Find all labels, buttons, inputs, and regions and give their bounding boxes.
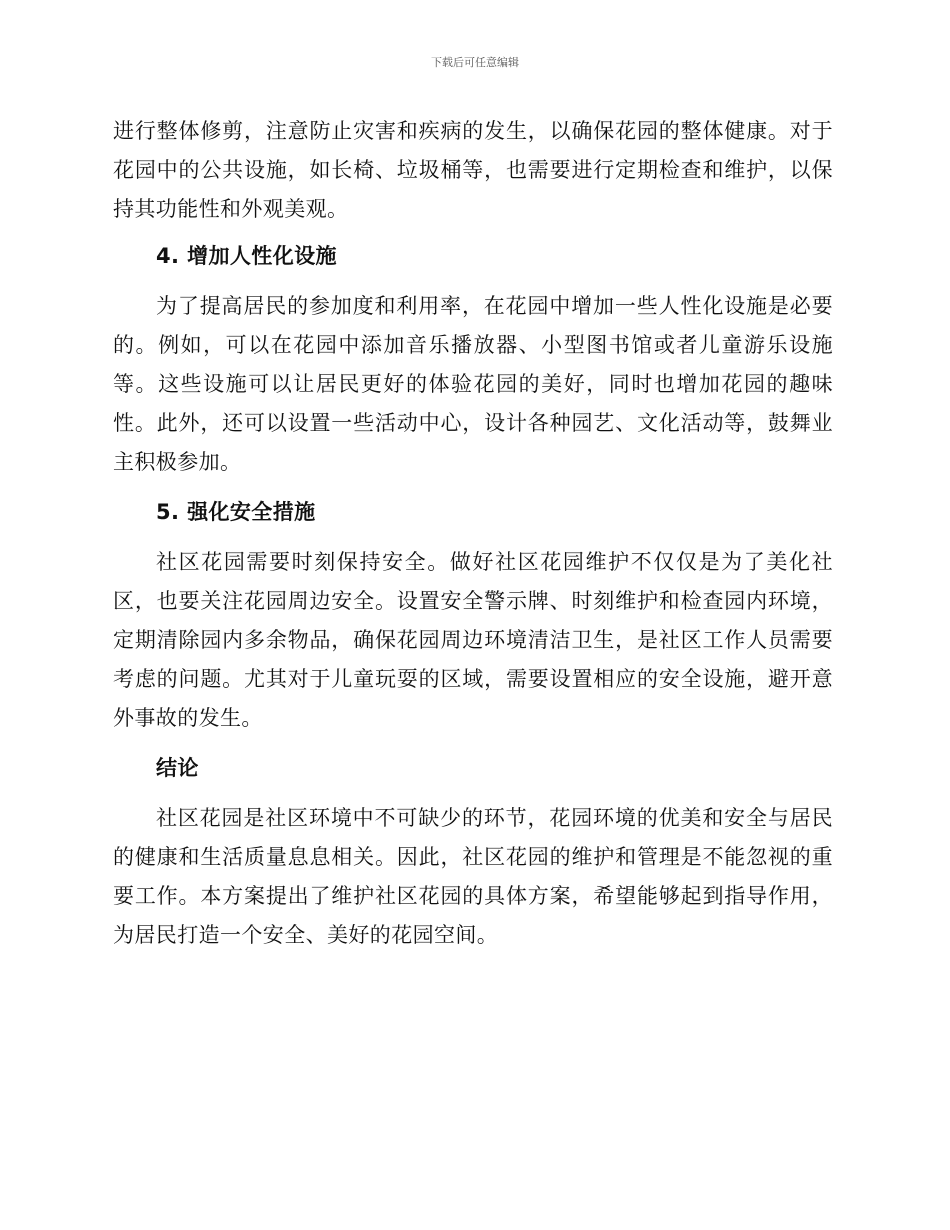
intro-paragraph: 进行整体修剪，注意防止灾害和疾病的发生，以确保花园的整体健康。对于花园中的公共设施，如长椅、垃圾桶等，也需要进行定期检查和维护，以保持其功能性和外观美观。 (113, 119, 833, 221)
section-heading-4: 4. 增加人性化设施 (156, 244, 337, 268)
section-paragraph-4: 为了提高居民的参加度和利用率，在花园中增加一些人性化设施是必要的。例如，可以在花园中添加音乐播放器、小型图书馆或者儿童游乐设施等。这些设施可以让居民更好的体验花园的美好，同时也增加花园的趣味性。此外，还可以设置一些活动中心，设计各种园艺、文化活动等，鼓舞业主积极参加。 (113, 294, 833, 474)
page-header: 下载后可任意编辑 (431, 56, 519, 69)
section-paragraph-5: 社区花园需要时刻保持安全。做好社区花园维护不仅仅是为了美化社区，也要关注花园周边安全。设置安全警示牌、时刻维护和检查园内环境，定期清除园内多余物品，确保花园周边环境清洁卫生，是社区工作人员需要考虑的问题。尤其对于儿童玩耍的区域，需要设置相应的安全设施，避开意外事故的发生。 (113, 550, 833, 730)
conclusion-paragraph: 社区花园是社区环境中不可缺少的环节，花园环境的优美和安全与居民的健康和生活质量息息相关。因此，社区花园的维护和管理是不能忽视的重要工作。本方案提出了维护社区花园的具体方案，希望能够起到指导作用，为居民打造一个安全、美好的花园空间。 (113, 806, 833, 947)
conclusion-heading: 结论 (156, 756, 199, 780)
document-body (113, 112, 833, 966)
section-heading-5: 5. 强化安全措施 (156, 500, 316, 524)
